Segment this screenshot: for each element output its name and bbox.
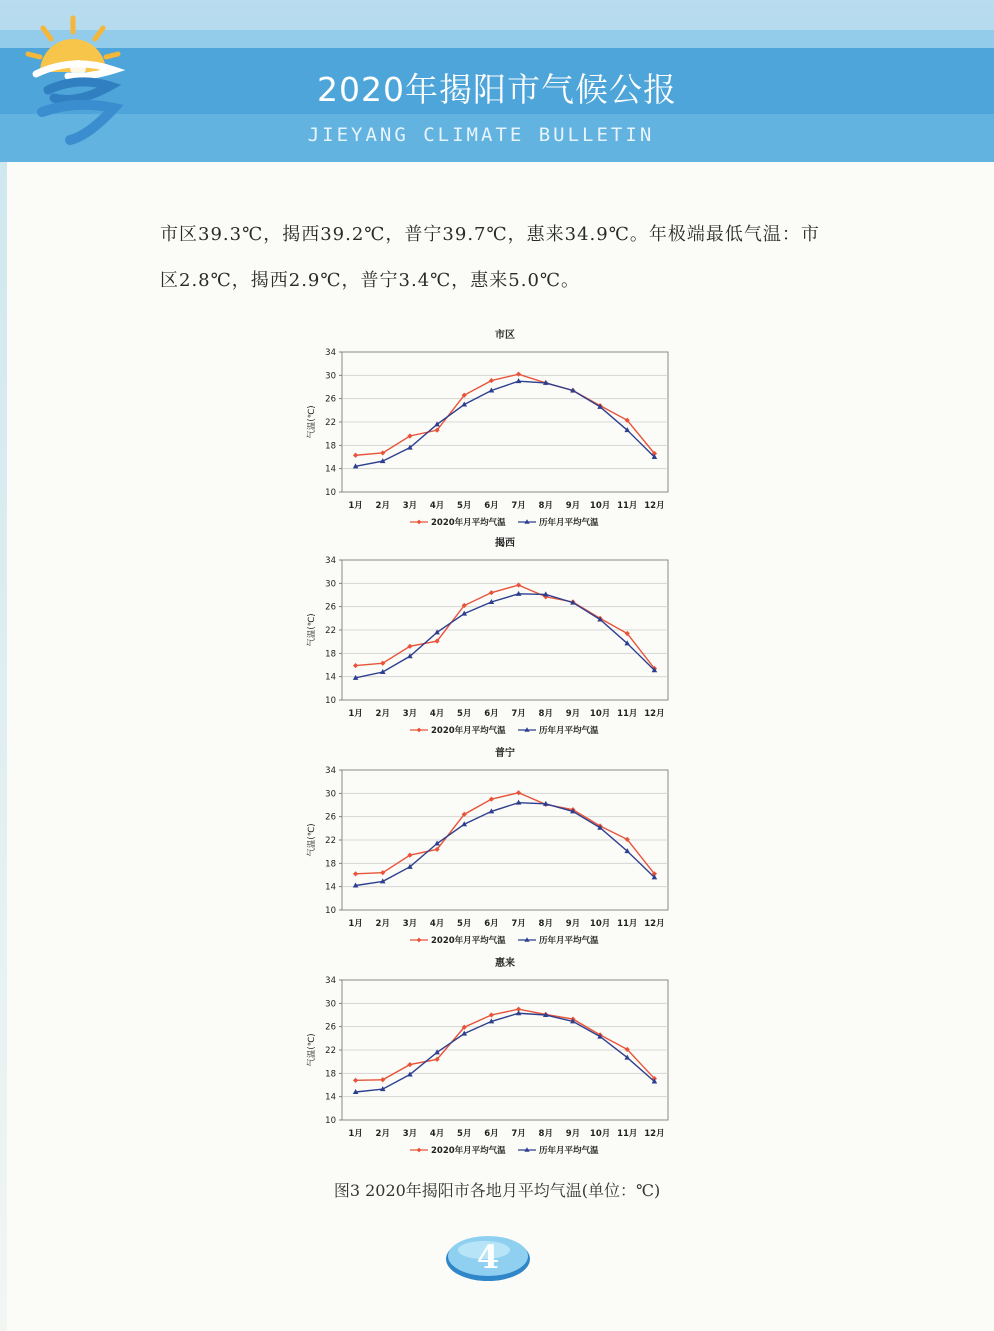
x-tick-label: 12月 [644,501,665,511]
x-tick-label: 1月 [348,1129,363,1139]
x-tick-label: 1月 [348,709,363,719]
x-tick-label: 5月 [457,1129,472,1139]
x-tick-label: 7月 [511,709,526,719]
data-point-2020 [353,871,358,876]
x-tick-label: 12月 [644,709,665,719]
y-axis-label: 气温(℃) [307,1033,317,1067]
legend-label: 2020年月平均气温 [431,1146,506,1156]
data-point-2020 [489,797,494,802]
y-tick-label: 22 [325,418,336,428]
y-tick-label: 14 [325,672,336,683]
x-tick-label: 6月 [484,501,499,511]
x-tick-label: 9月 [565,919,581,929]
data-point-2020 [407,1062,412,1067]
x-tick-label: 11月 [617,501,638,511]
y-tick-label: 18 [325,441,336,452]
data-point-2020 [516,790,521,795]
page-number: 4 [476,1238,500,1276]
x-tick-label: 7月 [511,501,526,511]
x-tick-label: 10月 [589,919,611,929]
y-tick-label: 10 [325,488,336,498]
x-tick-label: 1月 [348,501,363,511]
x-tick-label: 8月 [538,1129,553,1139]
y-tick-label: 22 [325,1046,336,1056]
data-point-2020 [489,1012,494,1017]
bulletin-subtitle: JIEYANG CLIMATE BULLETIN [307,124,655,146]
x-tick-label: 12月 [644,1129,665,1139]
y-tick-label: 26 [325,1022,336,1033]
y-axis-label: 气温(℃) [307,613,317,647]
data-point-2020 [353,453,358,458]
y-tick-label: 30 [325,999,336,1010]
data-point-2020 [516,372,521,377]
y-axis-label: 气温(℃) [307,405,317,439]
x-tick-label: 11月 [617,709,638,719]
x-tick-label: 9月 [565,1129,581,1139]
x-tick-label: 11月 [617,919,638,929]
legend-label: 历年月平均气温 [539,1146,599,1156]
x-tick-label: 7月 [511,1129,526,1139]
y-tick-label: 10 [325,696,336,706]
y-tick-label: 10 [325,906,336,916]
x-tick-label: 5月 [457,709,472,719]
x-tick-label: 2月 [375,709,390,719]
y-tick-label: 14 [325,464,336,475]
x-tick-label: 4月 [429,1129,445,1139]
chart-svg-shiqu [300,322,700,530]
x-tick-label: 2月 [375,1129,390,1139]
x-tick-label: 8月 [538,709,553,719]
y-tick-label: 26 [325,394,336,405]
page-number-badge [444,1232,532,1282]
chart-title: 市区 [495,330,515,341]
y-tick-label: 34 [325,766,336,776]
legend-label: 历年月平均气温 [539,726,599,736]
x-tick-label: 6月 [484,919,499,929]
chart-svg-puning [300,740,700,948]
x-tick-label: 4月 [429,501,445,511]
y-tick-label: 26 [325,812,336,823]
x-tick-label: 4月 [429,919,445,929]
bulletin-title: 2020年揭阳市气候公报 [317,70,677,109]
legend-label: 历年月平均气温 [539,518,599,528]
legend-label: 2020年月平均气温 [431,518,506,528]
x-tick-label: 5月 [457,919,472,929]
x-tick-label: 6月 [484,1129,499,1139]
y-tick-label: 10 [325,1116,336,1126]
chart-huilai [300,950,700,1158]
x-tick-label: 3月 [402,1129,418,1139]
data-point-2020 [489,590,494,595]
y-tick-label: 26 [325,602,336,613]
x-tick-label: 5月 [457,501,472,511]
x-tick-label: 11月 [617,1129,638,1139]
body-line-2: 区2.8℃，揭西2.9℃，普宁3.4℃，惠来5.0℃。 [160,270,581,291]
chart-title: 惠来 [495,958,515,969]
x-tick-label: 9月 [565,501,581,511]
data-point-2020 [380,1077,385,1082]
y-tick-label: 18 [325,859,336,870]
x-tick-label: 2月 [375,919,390,929]
x-tick-label: 8月 [538,501,553,511]
x-tick-label: 10月 [589,501,611,511]
series-line [356,1013,655,1092]
figure-caption: 图3 2020年揭阳市各地月平均气温(单位：℃) [333,1181,661,1200]
y-tick-label: 18 [325,649,336,660]
data-point-2020 [489,378,494,383]
series-line [356,793,655,874]
y-tick-label: 22 [325,836,336,846]
chart-shiqu [300,322,700,530]
body-paragraph [160,212,840,304]
x-tick-label: 2月 [375,501,390,511]
y-tick-label: 34 [325,976,336,986]
legend-label: 2020年月平均气温 [431,726,506,736]
y-axis-label: 气温(℃) [307,823,317,857]
x-tick-label: 12月 [644,919,665,929]
chart-title: 揭西 [495,538,515,549]
legend-marker [417,1148,422,1153]
series-line [356,803,655,886]
body-line-1: 市区39.3℃，揭西39.2℃，普宁39.7℃，惠来34.9℃。年极端最低气温：市 [160,224,820,245]
x-tick-label: 7月 [511,919,526,929]
x-tick-label: 9月 [565,709,581,719]
x-tick-label: 1月 [348,919,363,929]
chart-jiexi [300,530,700,738]
chart-svg-huilai [300,950,700,1158]
x-tick-label: 8月 [538,919,553,929]
data-point-2020 [353,1078,358,1083]
series-line [356,381,655,466]
x-tick-label: 3月 [402,919,418,929]
chart-svg-jiexi [300,530,700,738]
page-header [0,0,994,162]
x-tick-label: 3月 [402,709,418,719]
x-tick-label: 10月 [589,1129,611,1139]
x-tick-label: 10月 [589,709,611,719]
left-edge-strip [0,160,7,1331]
chart-puning [300,740,700,948]
y-tick-label: 22 [325,626,336,636]
legend-marker [417,938,422,943]
legend-label: 2020年月平均气温 [431,936,506,946]
chart-title: 普宁 [495,748,515,759]
data-point-2020 [353,663,358,668]
legend-marker [417,728,422,733]
y-tick-label: 30 [325,371,336,382]
header-band-top [0,30,994,48]
x-tick-label: 4月 [429,709,445,719]
y-tick-label: 18 [325,1069,336,1080]
legend-label: 历年月平均气温 [539,936,599,946]
legend-marker [417,520,422,525]
y-tick-label: 14 [325,882,336,893]
x-tick-label: 3月 [402,501,418,511]
y-tick-label: 30 [325,579,336,590]
y-tick-label: 34 [325,556,336,566]
x-tick-label: 6月 [484,709,499,719]
y-tick-label: 34 [325,348,336,358]
data-point-historical [434,841,440,846]
y-tick-label: 30 [325,789,336,800]
y-tick-label: 14 [325,1092,336,1103]
